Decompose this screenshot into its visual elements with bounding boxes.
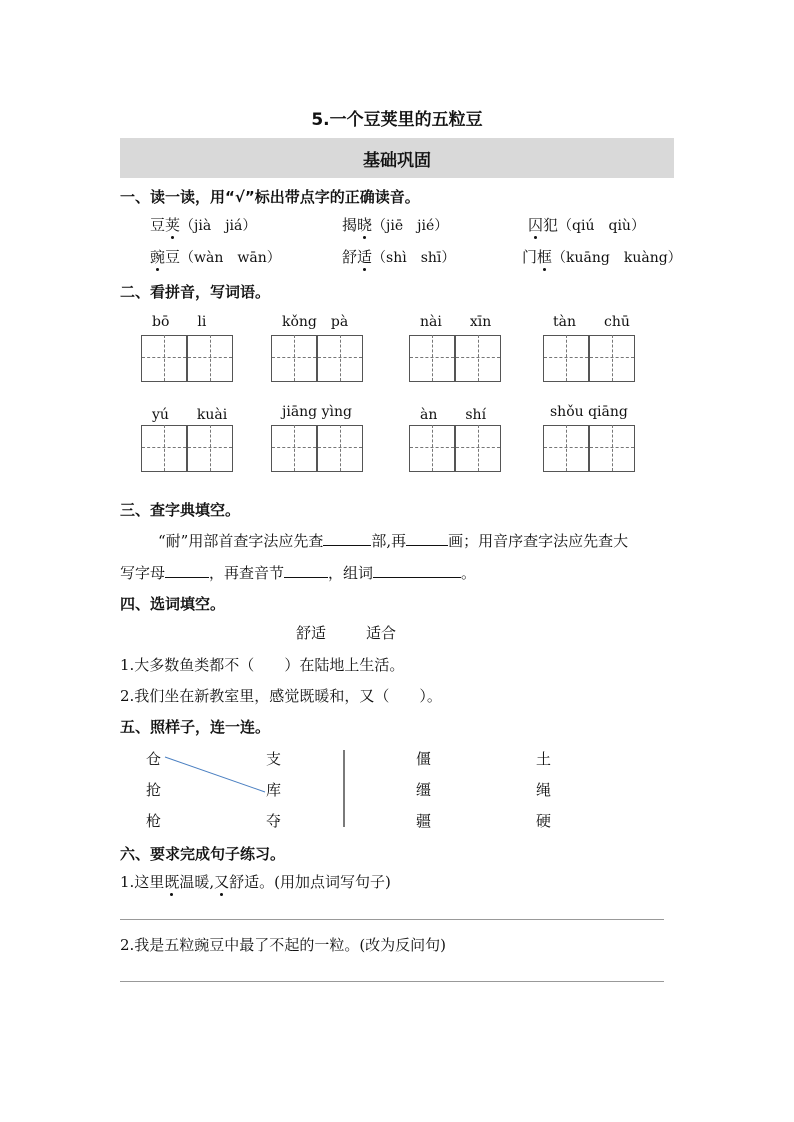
match-char[interactable]: 抢 [146, 781, 162, 799]
sentence-question-1: 1.这里既温暖,又舒适。(用加点词写句子) [120, 873, 391, 891]
fill-question[interactable]: 1.大多数鱼类都不（ ）在陆地上生活。 [120, 656, 405, 674]
reading-item: 门框（kuāng kuàng） [522, 248, 682, 266]
match-char[interactable]: 夺 [266, 812, 282, 830]
pinyin-label: kǒng pà [282, 314, 349, 330]
pinyin-label: shǒu qiāng [550, 404, 628, 420]
section-2-heading: 二、看拼音，写词语。 [120, 283, 271, 301]
match-char[interactable]: 疆 [416, 812, 432, 830]
section-1-heading: 一、读一读，用“√”标出带点字的正确读音。 [120, 188, 420, 206]
word-option: 舒适 [296, 624, 327, 642]
pinyin-label: nài xīn [420, 314, 492, 330]
match-char[interactable]: 支 [266, 750, 282, 768]
match-char[interactable]: 僵 [416, 750, 432, 768]
match-char[interactable]: 绳 [536, 781, 552, 799]
reading-item: 豆荚（jià jiá） [150, 216, 257, 234]
pinyin-label: jiāng yìng [282, 404, 352, 420]
pinyin-label: yú kuài [152, 407, 228, 423]
reading-item: 揭晓（jiē jié） [342, 216, 449, 234]
reading-item: 囚犯（qiú qiù） [528, 216, 645, 234]
match-char[interactable]: 库 [266, 781, 282, 799]
match-char[interactable]: 硬 [536, 812, 552, 830]
sentence-question-2: 2.我是五粒豌豆中最了不起的一粒。(改为反问句) [120, 936, 447, 954]
answer-line[interactable] [120, 981, 664, 982]
dictionary-question-line-1: “耐”用部首查字法应先查 部,再 画；用音序查字法应先查大 [158, 532, 629, 550]
fill-question[interactable]: 2.我们坐在新教室里，感觉既暖和，又（ ）。 [120, 687, 442, 705]
reading-item: 豌豆（wàn wān） [150, 248, 281, 266]
reading-item: 舒适（shì shī） [342, 248, 456, 266]
section-6-heading: 六、要求完成句子练习。 [120, 845, 286, 863]
section-4-heading: 四、选词填空。 [120, 595, 226, 613]
word-option: 适合 [366, 624, 397, 642]
section-3-heading: 三、查字典填空。 [120, 501, 241, 519]
match-char[interactable]: 缰 [416, 781, 432, 799]
match-char[interactable]: 土 [536, 750, 552, 768]
example-connector-line [165, 757, 265, 792]
section-5-heading: 五、照样子，连一连。 [120, 718, 271, 736]
page-title: 5.一个豆荚里的五粒豆 [311, 110, 483, 130]
match-char[interactable]: 仓 [146, 750, 162, 768]
pinyin-label: bō li [152, 314, 207, 330]
banner-label: 基础巩固 [363, 150, 431, 171]
pinyin-label: àn shí [420, 407, 487, 423]
answer-line[interactable] [120, 919, 664, 920]
dictionary-question-line-2: 写字母 ，再查音节 ，组词 。 [120, 564, 477, 582]
pinyin-label: tàn chū [553, 314, 630, 330]
match-char[interactable]: 枪 [146, 812, 162, 830]
